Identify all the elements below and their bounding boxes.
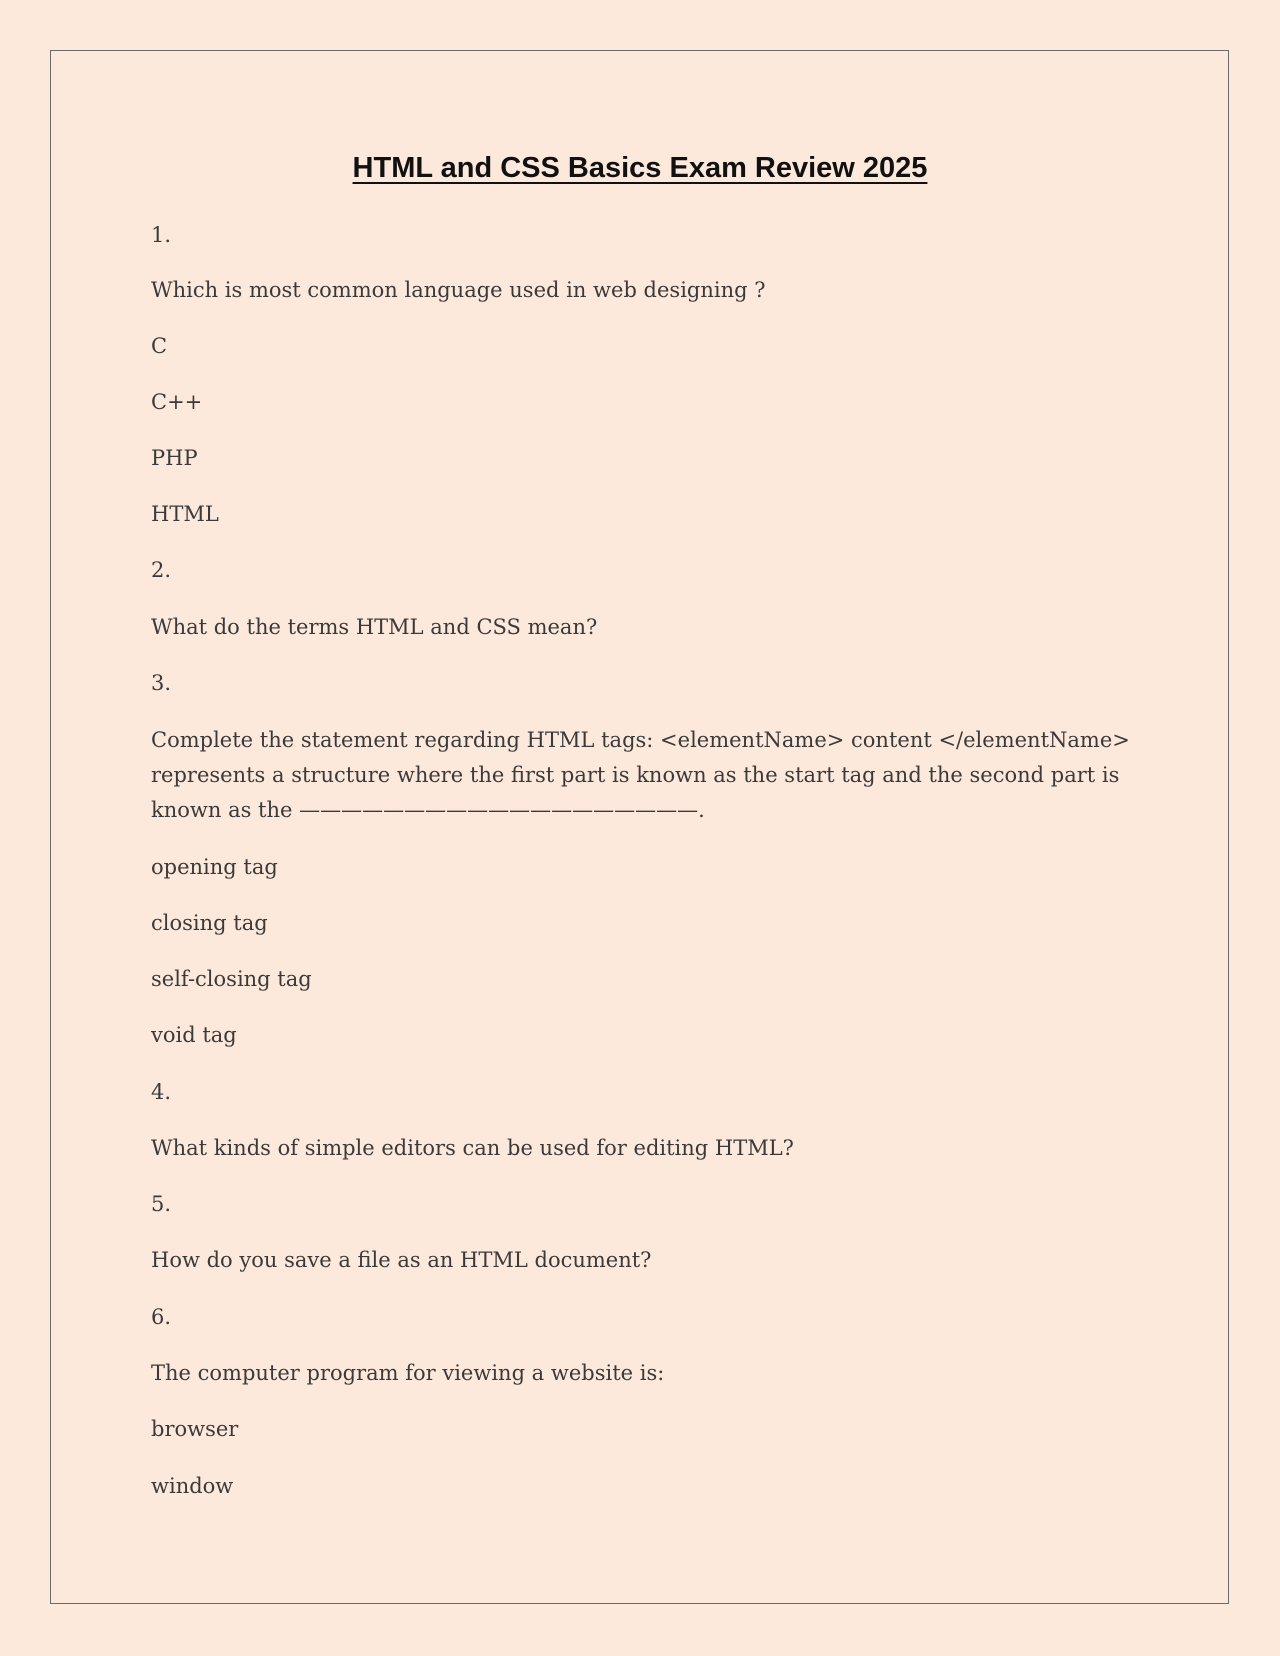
question-2-text: What do the terms HTML and CSS mean? (151, 615, 598, 639)
question-3-option-1: opening tag (151, 855, 278, 879)
question-1-option-4: HTML (151, 502, 219, 526)
question-1-option-3: PHP (151, 446, 198, 470)
question-6-option-1: browser (151, 1417, 239, 1441)
question-6-text: The computer program for viewing a website is: (151, 1361, 665, 1385)
question-5-number: 5. (151, 1192, 172, 1216)
document-title: HTML and CSS Basics Exam Review 2025 (352, 152, 928, 184)
question-3-option-4: void tag (151, 1023, 237, 1047)
question-6-option-2: window (151, 1474, 234, 1498)
question-3-number: 3. (151, 671, 172, 695)
question-1-number: 1. (151, 223, 172, 247)
question-1-option-2: C++ (151, 390, 203, 414)
question-1-text: Which is most common language used in web designing ? (151, 278, 766, 302)
question-4-text: What kinds of simple editors can be used for editing HTML? (151, 1136, 794, 1160)
question-6-number: 6. (151, 1305, 172, 1329)
question-1-option-1: C (151, 334, 168, 358)
question-5-text: How do you save a file as an HTML document? (151, 1248, 652, 1272)
question-3-option-2: closing tag (151, 911, 268, 935)
question-2-number: 2. (151, 558, 172, 582)
question-3-option-3: self-closing tag (151, 967, 312, 991)
question-4-number: 4. (151, 1080, 172, 1104)
question-3-text: Complete the statement regarding HTML tags: <elementName> content </elementName> represents a structure where the first part is known as the start tag and the second part is known as the ———————————————————. (151, 728, 1130, 822)
